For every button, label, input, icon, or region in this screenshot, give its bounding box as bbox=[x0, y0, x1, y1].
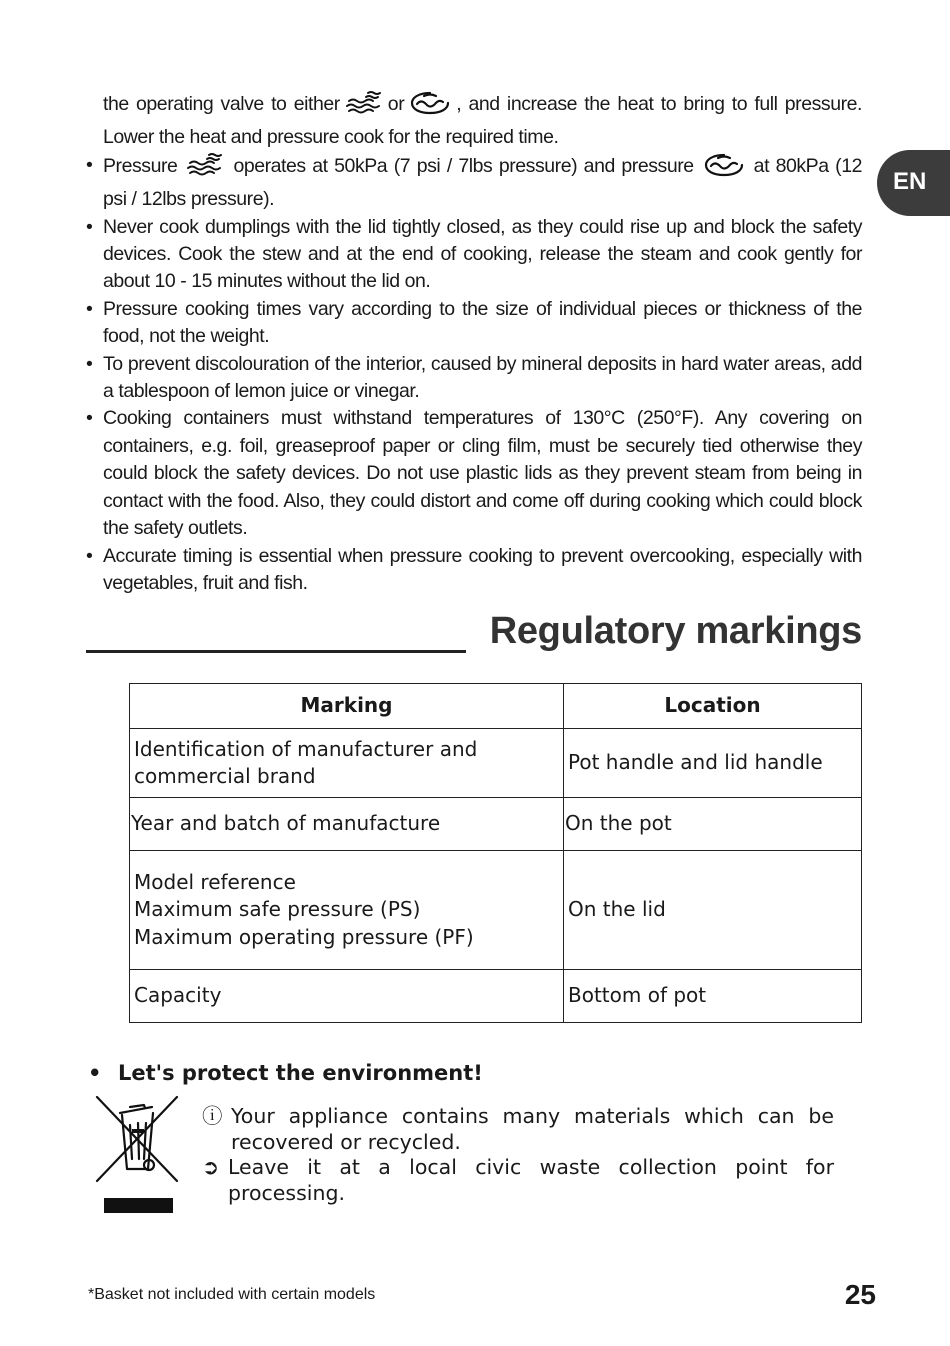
steam-pressure-high-icon bbox=[704, 152, 744, 186]
column-header-location: Location bbox=[564, 684, 862, 729]
location-cell: Bottom of pot bbox=[564, 970, 862, 1023]
list-item bbox=[86, 152, 862, 214]
environment-heading bbox=[88, 1061, 483, 1085]
collection-point-text: Leave it at a local civic waste collection point for processing. bbox=[228, 1155, 834, 1205]
intro-paragraph bbox=[103, 90, 862, 152]
steam-pressure-low-icon bbox=[346, 90, 382, 124]
marking-cell bbox=[130, 798, 564, 851]
environment-bullet: • bbox=[88, 1061, 102, 1085]
table-row bbox=[130, 970, 862, 1023]
marking-line: Identification of manufacturer and bbox=[134, 736, 478, 761]
marking-line: Model reference bbox=[134, 869, 296, 894]
pressure-text-part3: at 80kPa (12 psi / 12lbs pressure). bbox=[103, 154, 862, 211]
recycle-info-text-continued: recovered or recycled. bbox=[231, 1129, 461, 1154]
pressure-text-part2: operates at 50kPa (7 psi / 7lbs pressure) and pressure bbox=[233, 154, 694, 177]
location-cell: Pot handle and lid handle bbox=[564, 729, 862, 798]
table-row bbox=[130, 729, 862, 798]
bin-underline-bar bbox=[104, 1198, 173, 1213]
list-item: • Never cook dumplings with the lid tightly closed, as they could rise up and block the safety devices. Cook the stew and at the end of cooking, release the steam and cook gently for about 10 - 15 minutes without the lid on. bbox=[86, 214, 862, 296]
arrow-icon: ➲ bbox=[202, 1155, 220, 1179]
intro-text-part1: the operating valve to either bbox=[103, 93, 340, 115]
steam-pressure-high-icon bbox=[410, 90, 450, 124]
recycle-info-line bbox=[202, 1104, 834, 1130]
column-header-marking: Marking bbox=[130, 684, 564, 729]
page-number: 25 bbox=[844, 1279, 876, 1310]
marking-cell bbox=[130, 851, 564, 970]
marking-cell bbox=[130, 729, 564, 798]
recycle-info-text: Your appliance contains many materials which can be bbox=[231, 1104, 834, 1128]
intro-or: or bbox=[387, 93, 405, 115]
marking-line: Maximum safe pressure (PS) bbox=[134, 897, 421, 922]
steam-pressure-low-icon bbox=[187, 152, 223, 186]
list-item: • To prevent discolouration of the interior, caused by mineral deposits in hard water areas, add a tablespoon of lemon juice or vinegar. bbox=[86, 351, 862, 406]
intro-text-part2: , and increase the heat to bring to full pressure. Lower the heat and pressure cook for the required time. bbox=[103, 93, 862, 149]
marking-line: Maximum operating pressure (PF) bbox=[134, 924, 474, 949]
info-icon: ⓘ bbox=[202, 1104, 223, 1128]
marking-line: Year and batch of manufacture bbox=[131, 811, 441, 836]
pressure-text-part1: Pressure bbox=[103, 154, 178, 177]
language-tab-label: EN bbox=[893, 168, 927, 195]
environment-text bbox=[202, 1104, 834, 1206]
instructions-text bbox=[86, 90, 862, 597]
regulatory-markings-table bbox=[129, 683, 862, 1023]
recycle-info-line-continued bbox=[202, 1130, 834, 1156]
environment-heading-text: Let's protect the environment! bbox=[118, 1061, 483, 1085]
marking-line: Capacity bbox=[134, 983, 222, 1008]
table-header-row bbox=[130, 684, 862, 729]
list-item: • Cooking containers must withstand temperatures of 130°C (250°F). Any covering on containers, e.g. foil, greaseproof paper or cling film, must be securely tied otherwise they could block the safety devices. Do not use plastic lids as they prevent steam from being in contact with the food. Also, they could distort and come off during cooking which could block the safety outlets. bbox=[86, 405, 862, 542]
section-title: Regulatory markings bbox=[489, 610, 862, 652]
marking-cell bbox=[130, 970, 564, 1023]
language-tab-en bbox=[877, 150, 950, 216]
location-cell: On the pot bbox=[564, 798, 862, 851]
crossed-out-wheelie-bin-icon bbox=[94, 1095, 180, 1188]
collection-point-line bbox=[202, 1155, 834, 1206]
heading-rule bbox=[86, 650, 466, 653]
list-item: • Pressure cooking times vary according to the size of individual pieces or thickness of the food, not the weight. bbox=[86, 296, 862, 351]
marking-line: commercial brand bbox=[134, 764, 316, 788]
tips-list bbox=[86, 152, 862, 598]
footnote: *Basket not included with certain models bbox=[88, 1286, 376, 1303]
table-row bbox=[130, 798, 862, 851]
list-item: • Accurate timing is essential when pressure cooking to prevent overcooking, especially with vegetables, fruit and fish. bbox=[86, 543, 862, 598]
location-cell: On the lid bbox=[564, 851, 862, 970]
table-row bbox=[130, 851, 862, 970]
